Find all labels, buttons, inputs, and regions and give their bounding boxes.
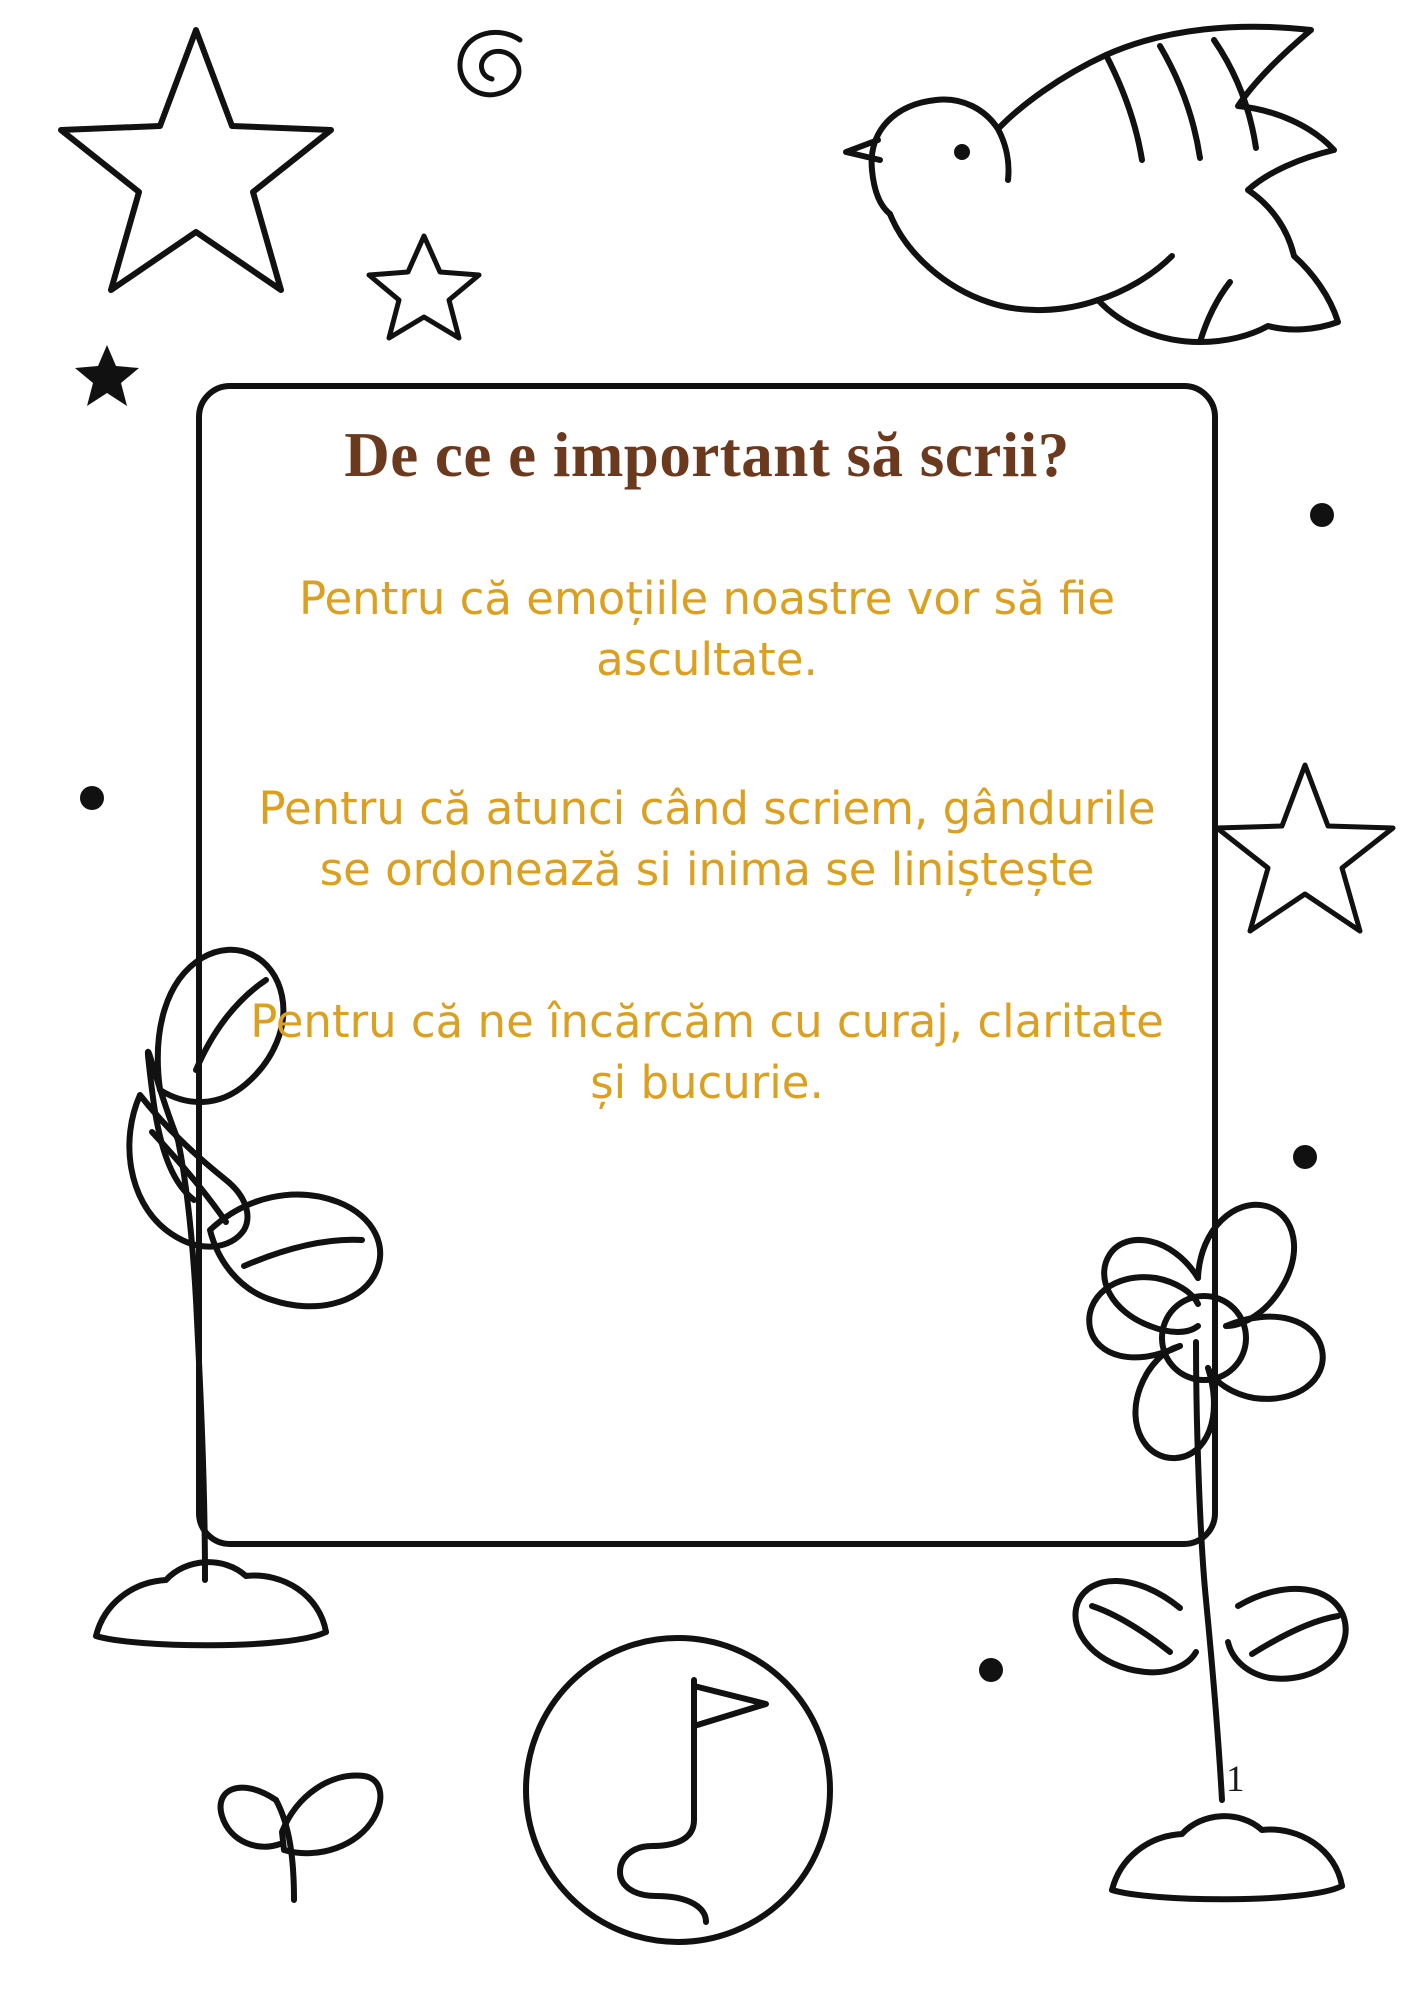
star-large-icon <box>61 30 331 290</box>
spiral-icon <box>460 32 520 94</box>
path-flag-badge-icon <box>526 1638 830 1942</box>
paragraph-3: Pentru că ne încărcăm cu curaj, claritate și bucurie. <box>250 995 1164 1110</box>
star-right-icon <box>1217 765 1393 931</box>
bird-icon <box>846 27 1338 342</box>
sprout-icon <box>221 1776 381 1900</box>
content-card <box>196 383 1218 1547</box>
paragraph-1: Pentru că emoțiile noastre vor să fie ascultate. <box>298 572 1116 687</box>
star-small-icon <box>369 236 479 338</box>
page-number: 1 <box>1226 1759 1245 1800</box>
paragraph-2: Pentru că atunci când scriem, gândurile se ordonează si inima se liniștește <box>258 781 1156 896</box>
star-tiny-filled-icon <box>75 345 139 406</box>
page-title: De ce e important să scrii? <box>344 420 1070 490</box>
